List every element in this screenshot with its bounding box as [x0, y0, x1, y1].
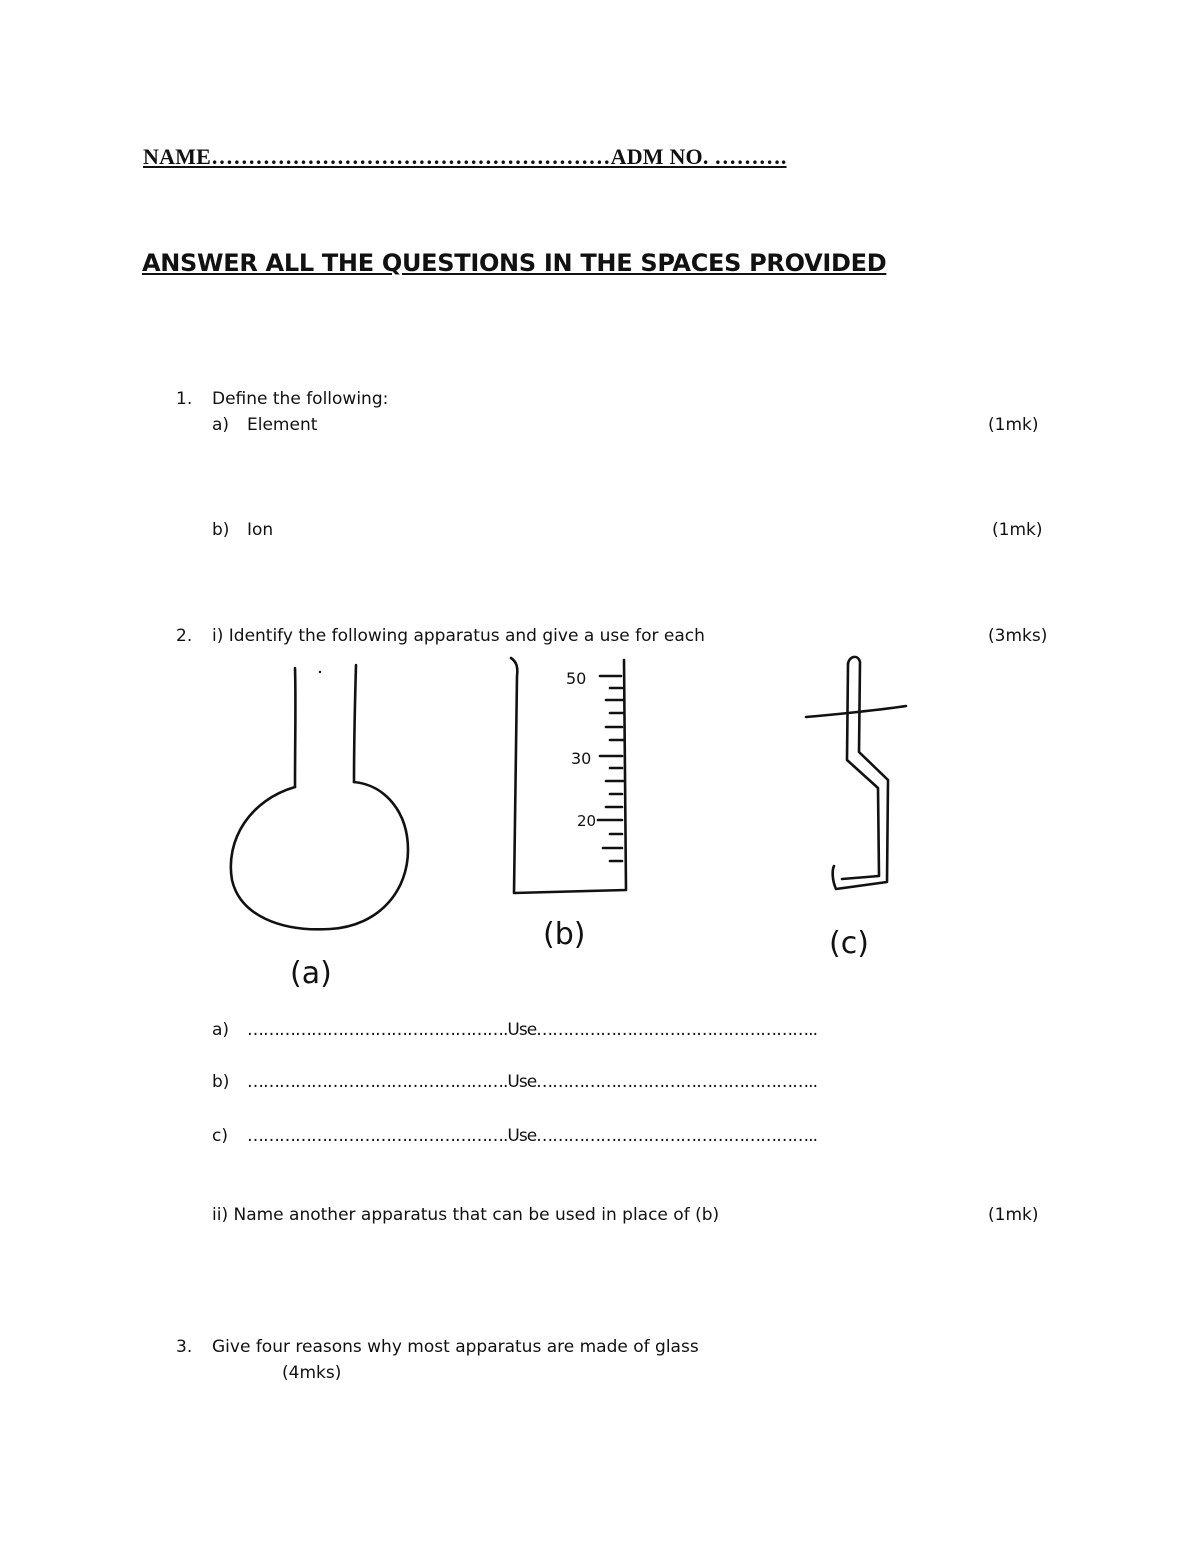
q2-answer-b-line: ………………………………………….Use…………………………………………….. — [247, 1072, 817, 1092]
q2-answer-c-label: c) — [212, 1126, 228, 1146]
q2-ii-text: ii) Name another apparatus that can be used in place of (b) — [212, 1205, 720, 1225]
label-c: (c) — [829, 926, 869, 961]
label-b: (b) — [543, 917, 586, 952]
diagram-labels — [290, 669, 869, 991]
scale-50: 50 — [566, 669, 587, 688]
q1a-label: a) — [212, 415, 230, 435]
q1b-marks: (1mk) — [992, 520, 1043, 540]
q1-text: Define the following: — [212, 389, 389, 409]
q1a-marks: (1mk) — [988, 415, 1039, 435]
measuring-cylinder-drawing — [511, 658, 626, 893]
q2-answer-c-line: ………………………………………….Use…………………………………………….. — [247, 1126, 817, 1146]
name-adm-line: NAME………………………………………………ADM NO. ………. — [143, 144, 787, 169]
deflagrating-spoon-drawing — [806, 657, 906, 889]
scale-30: 30 — [571, 749, 592, 768]
q2-answer-b-label: b) — [212, 1072, 230, 1092]
q2-ii-marks: (1mk) — [988, 1205, 1039, 1225]
q3-number: 3. — [176, 1337, 193, 1357]
q2-marks: (3mks) — [988, 626, 1048, 646]
q2-answer-a-label: a) — [212, 1020, 230, 1040]
q1a-text: Element — [247, 415, 318, 435]
label-a: (a) — [290, 956, 332, 991]
q3-text: Give four reasons why most apparatus are made of glass — [212, 1337, 699, 1357]
q2-number: 2. — [176, 626, 193, 646]
q1b-label: b) — [212, 520, 230, 540]
scale-20: 20 — [577, 812, 597, 830]
q1b-text: Ion — [247, 520, 274, 540]
q1-number: 1. — [176, 389, 193, 409]
q3-marks: (4mks) — [282, 1363, 342, 1383]
q2-text: i) Identify the following apparatus and give a use for each — [212, 626, 705, 646]
instructions-heading: ANSWER ALL THE QUESTIONS IN THE SPACES PROVIDED — [142, 249, 887, 277]
round-bottom-flask-drawing — [231, 665, 408, 929]
q2-answer-a-line: ………………………………………….Use…………………………………………….. — [247, 1020, 817, 1040]
